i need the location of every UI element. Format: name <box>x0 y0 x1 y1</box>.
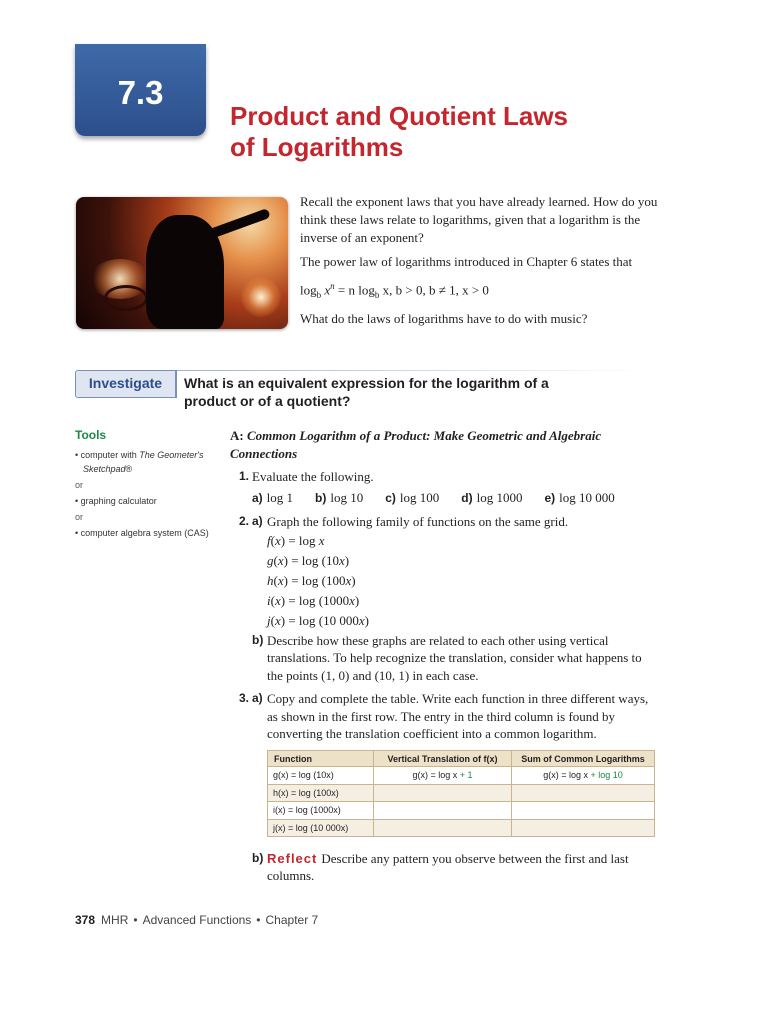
table-cell <box>512 802 655 820</box>
tools-heading: Tools <box>75 428 107 442</box>
function-i: i(x) = log (1000x) <box>267 592 360 608</box>
question-1-items <box>252 489 660 508</box>
power-law-formula: $\log_b x^n = n$ $\log_b x$, b > 0, b ≠ 1, x > 0 <box>300 281 489 300</box>
table-row <box>268 819 655 837</box>
table-cell <box>512 784 655 802</box>
intro-text <box>300 193 660 334</box>
tool-item-sketchpad: • computer with The Geometer's Sketchpad® <box>75 450 204 474</box>
function-f: f(x) = log x <box>267 532 325 548</box>
table-header: Vertical Translation of f(x) <box>374 751 512 767</box>
table-cell <box>374 784 512 802</box>
table-cell <box>512 819 655 837</box>
table-cell: h(x) = log (100x) <box>268 784 374 802</box>
table-cell: g(x) = log x + 1 <box>374 767 512 785</box>
question-3b: b) Reflect Describe any pattern you observe between the first and last columns. <box>252 851 629 883</box>
question-3a: 3. a) Copy and complete the table. Write each function in three different ways, as shown in the first row. The entry in the third column is found by converting the translation coefficient into a common logarithm. <box>239 691 649 741</box>
tools-sidebar <box>75 428 225 540</box>
tool-item-cas: • computer algebra system (CAS) <box>75 528 209 538</box>
book-title: Advanced Functions <box>142 913 252 927</box>
table-cell: g(x) = log (10x) <box>268 767 374 785</box>
intro-paragraph-1: Recall the exponent laws that you have already learned. How do you think these laws relate to logarithms, given that a logarithm is the inverse of an exponent? <box>300 194 658 245</box>
q1-item-a: a) log 1 <box>252 489 294 505</box>
table-header: Function <box>268 751 374 767</box>
tools-or-1: or <box>75 480 84 490</box>
table-cell <box>374 819 512 837</box>
table-header: Sum of Common Logarithms <box>512 751 655 767</box>
title-line-1: Product and Quotient Laws <box>230 101 569 131</box>
table-cell: j(x) = log (10 000x) <box>268 819 374 837</box>
page-number: 378 <box>75 913 96 927</box>
table-cell: i(x) = log (1000x) <box>268 802 374 820</box>
part-a-heading: A: Common Logarithm of a Product: Make Geometric and Algebraic Connections <box>230 428 602 461</box>
table-row <box>268 784 655 802</box>
intro-paragraph-3: What do the laws of logarithms have to do with music? <box>300 310 588 326</box>
table-header-row <box>268 751 655 767</box>
chapter-label: Chapter 7 <box>265 913 319 927</box>
investigate-label: Investigate <box>88 375 163 391</box>
investigate-rule <box>176 370 648 371</box>
question-1: 1. Evaluate the following. <box>239 469 374 484</box>
q1-item-c: c) log 100 <box>385 489 440 505</box>
table-cell <box>374 802 512 820</box>
tools-or-2: or <box>75 512 84 522</box>
function-h: h(x) = log (100x) <box>267 572 356 588</box>
function-family <box>267 531 660 631</box>
q1-item-b: b) log 10 <box>315 489 364 505</box>
intro-paragraph-2: The power law of logarithms introduced in Chapter 6 states that <box>300 254 633 269</box>
page-footer: 378 MHR • Advanced Functions • Chapter 7 <box>75 913 319 927</box>
section-tab <box>75 44 206 136</box>
table-cell: g(x) = log x + log 10 <box>512 767 655 785</box>
section-number: 7.3 <box>117 74 164 111</box>
concert-photo <box>76 197 288 329</box>
title-line-2: of Logarithms <box>230 132 404 162</box>
reflect-label: Reflect <box>267 851 318 866</box>
function-g: g(x) = log (10x) <box>267 552 350 568</box>
investigate-label-box <box>75 370 176 398</box>
question-2a: 2. a) Graph the following family of functions on the same grid. <box>239 514 569 529</box>
logarithm-table <box>267 750 655 837</box>
investigate-question: What is an equivalent expression for the logarithm of a product or of a quotient? <box>184 375 549 409</box>
table-row <box>268 802 655 820</box>
q1-item-d: d) log 1000 <box>461 489 523 505</box>
tool-item-calculator: • graphing calculator <box>75 496 157 506</box>
table-row <box>268 767 655 785</box>
page-title <box>230 101 568 163</box>
question-2b: b) Describe how these graphs are related to each other using vertical translations. To help recognize the translation, consider what happens to the points (1, 0) and (10, 1) in each case. <box>252 632 642 683</box>
q1-item-e: e) log 10 000 <box>544 489 615 505</box>
publisher: MHR <box>101 913 129 927</box>
investigation-content <box>230 427 660 743</box>
function-j: j(x) = log (10 000x) <box>267 612 369 628</box>
